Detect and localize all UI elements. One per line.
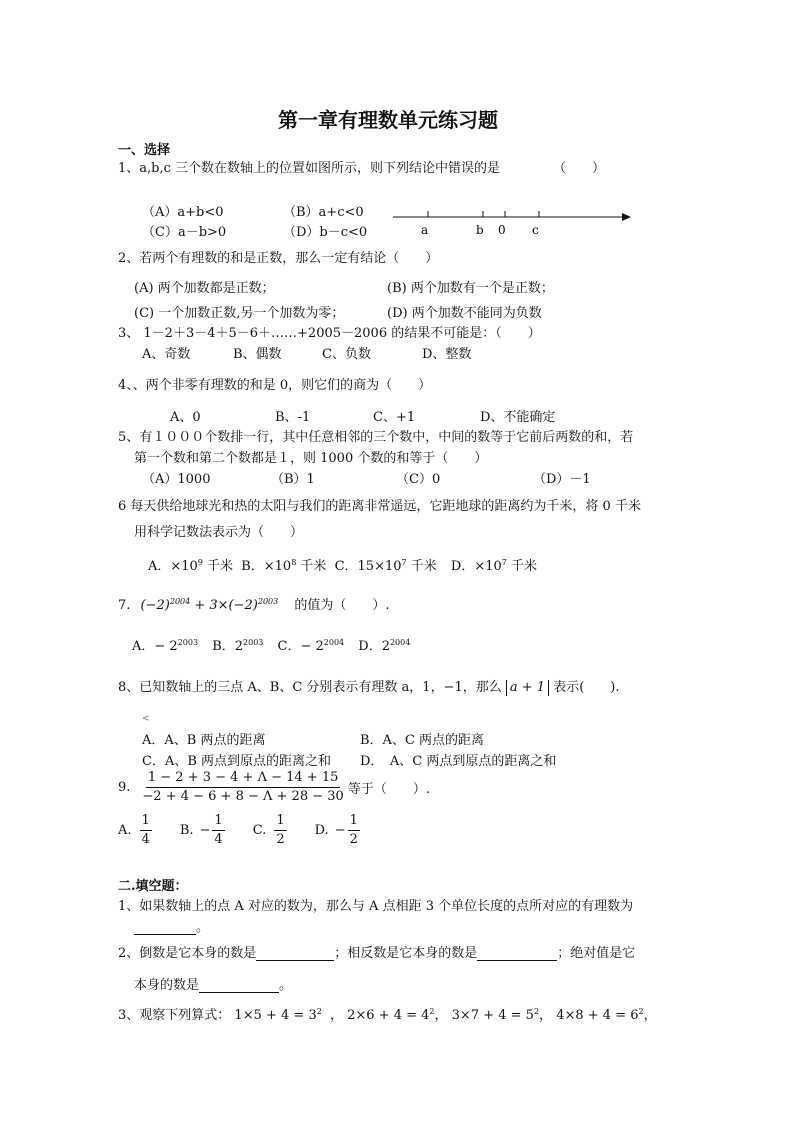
q4-option-a: A、0 [170, 410, 201, 425]
q2-option-d: (D) 两个加数不能同为负数 [387, 306, 542, 321]
q5-option-d: （D）－1 [533, 472, 591, 487]
q6-stem-line1: 6 每天供给地球光和热的太阳与我们的距离非常遥远，它距地球的距离约为千米，将 0 千米 [118, 499, 641, 514]
q7-option-c: C．− $2^{2004}$ [277, 638, 345, 654]
q1-stem: 1、a,b,c 三个数在数轴上的位置如图所示，则下列结论中错误的是 [118, 161, 501, 176]
q9-option-a: A. $\frac{1}{4}$ [118, 813, 150, 847]
axis-label-a: a [421, 223, 429, 237]
section-heading-fill: 二.填空题： [118, 879, 188, 894]
q1-option-a: （A）a+b<0 [142, 205, 224, 220]
q7-options [132, 635, 410, 654]
axis-label-b: b [476, 223, 484, 237]
f2-stem-line1: 2、倒数是它本身的数是 ；相反数是它本身的数是 ；绝对值是它 [118, 946, 636, 961]
q8-stem: 8、已知数轴上的三点 A、B、C 分别表示有理数 a，1，−1，那么 a + 1 表示( ). [118, 680, 620, 695]
f3-stem: 3、观察下列算式： $1\times 5 + 4 = 3^2$ ， $2\times 6 + 4 = 4^2$， $3\times 7 + 4 = 5^2$， $4\times 8 + 4 = 6^2$， [118, 1007, 657, 1023]
q3-option-a: A、奇数 [142, 347, 191, 362]
q1-paren: （ ） [553, 161, 606, 176]
axis-label-0: 0 [498, 223, 506, 237]
q7-option-a: A．− $2^{2003}$ [132, 638, 199, 654]
f2-blank-2 [477, 946, 557, 961]
f3-expr-3: $3\times 7 + 4 = 5^2$ [451, 1007, 540, 1023]
q2-stem: 2、若两个有理数的和是正数，那么一定有结论（ ） [118, 251, 439, 266]
axis-label-c: c [532, 223, 539, 237]
f1-stem: 1、如果数轴上的点 A 对应的数为，那么与 A 点相距 3 个单位长度的点所对应的有理数为 [118, 899, 634, 914]
q8-absolute-value: a + 1 [506, 680, 549, 696]
q6-option-c: C．$15\times 10^7$ 千米 [334, 558, 437, 574]
q1-option-c: （C）a－b>0 [142, 225, 227, 240]
q7-option-d: D．$2^{2004}$ [358, 638, 411, 654]
q8-option-a: A．A、B 两点的距离 [142, 733, 266, 748]
q7-stem: 7. $(-2)^{2004} + 3\times(-2)^{2003}$ 的值为（ ）. [118, 597, 390, 613]
f3-expr-4: $4\times 8 + 4 = 6^2$ [556, 1007, 644, 1023]
q5-option-a: （A）1000 [142, 472, 211, 487]
q6-option-a: A．$\times 10^9$ 千米 [148, 558, 234, 574]
q2-option-a: (A) 两个加数都是正数； [134, 281, 275, 296]
q3-stem: 3、 1－2＋3－4＋5－6＋……+2005－2006 的结果不可能是：（ ） [118, 326, 541, 341]
section-heading-choice: 一、选择 [118, 143, 171, 158]
f2-blank-1 [256, 946, 334, 961]
q6-option-d: D．$\times 10^7$ 千米 [450, 558, 537, 574]
number-line-diagram [390, 205, 635, 240]
stray-mark-icon: < [142, 714, 150, 724]
f1-answer-line: 。 [134, 916, 209, 935]
q9-options [118, 812, 360, 849]
q5-stem-line2: 第一个数和第二个数都是１，则 1000 个数的和等于（ ） [134, 451, 488, 466]
q6-option-b: B．$\times 10^8$ 千米 [241, 558, 327, 574]
q5-option-b: （B）1 [271, 472, 315, 487]
q9-numerator: 1 − 2 + 3 − 4 + Λ − 14 + 15 [146, 769, 341, 788]
q3-option-c: C、负数 [322, 347, 371, 362]
q8-option-c: C．A、B 两点到原点的距离之和 [142, 754, 332, 769]
q4-option-d: D、不能确定 [480, 410, 556, 425]
q2-option-b: (B) 两个加数有一个是正数； [387, 281, 554, 296]
q8-option-b: B．A、C 两点的距离 [360, 733, 485, 748]
q8-option-d: D． A、C 两点到原点的距离之和 [360, 754, 557, 769]
q6-options [148, 555, 537, 574]
q5-stem-line1: 5、有１０００个数排一行，其中任意相邻的三个数中，中间的数等于它前后两数的和，若 [118, 430, 634, 445]
q9-stem: 9. $\frac{1 - 2 + 3 - 4 + \Lambda - 14 + 15}{-2 + 4 - 6 + 8 - \Lambda + 28 - 30}$ 等于（ ）. [118, 770, 430, 804]
q2-option-c: (C) 一个加数正数,另一个加数为零； [134, 306, 345, 321]
f2-stem-line2: 本身的数是 。 [134, 978, 293, 993]
page-title: 第一章有理数单元练习题 [278, 108, 498, 132]
f3-expr-1: $1\times 5 + 4 = 3^2$ [234, 1007, 322, 1023]
q3-option-d: D、整数 [422, 347, 472, 362]
q1-option-b: （B）a+c<0 [283, 205, 364, 220]
f1-blank [134, 920, 196, 935]
q1-option-d: （D）b－c<0 [283, 225, 368, 240]
q4-stem: 4、、两个非零有理数的和是 0，则它们的商为（ ） [118, 378, 432, 393]
q5-option-c: （C）0 [396, 472, 441, 487]
q4-option-c: C、+1 [373, 410, 416, 425]
q9-option-b: B. − $\frac{1}{4}$ [179, 813, 223, 847]
q9-option-c: C. $\frac{1}{2}$ [252, 813, 285, 847]
q4-option-b: B、-1 [275, 410, 311, 425]
f2-blank-3 [199, 978, 279, 993]
q9-option-d: D. − $\frac{1}{2}$ [314, 813, 358, 847]
q9-denominator: −2 + 4 − 6 + 8 − Λ + 28 − 30 [142, 789, 344, 804]
q7-expression: $(-2)^{2004} + 3\times(-2)^{2003}$ [140, 597, 279, 613]
f3-expr-2: $2\times 6 + 4 = 4^2$ [347, 1007, 435, 1023]
q3-option-b: B、偶数 [233, 347, 282, 362]
number-line-arrow [622, 213, 631, 221]
q6-stem-line2: 用科学记数法表示为（ ） [134, 525, 304, 540]
q9-fraction [140, 769, 345, 806]
q7-option-b: B．$2^{2003}$ [212, 638, 264, 654]
